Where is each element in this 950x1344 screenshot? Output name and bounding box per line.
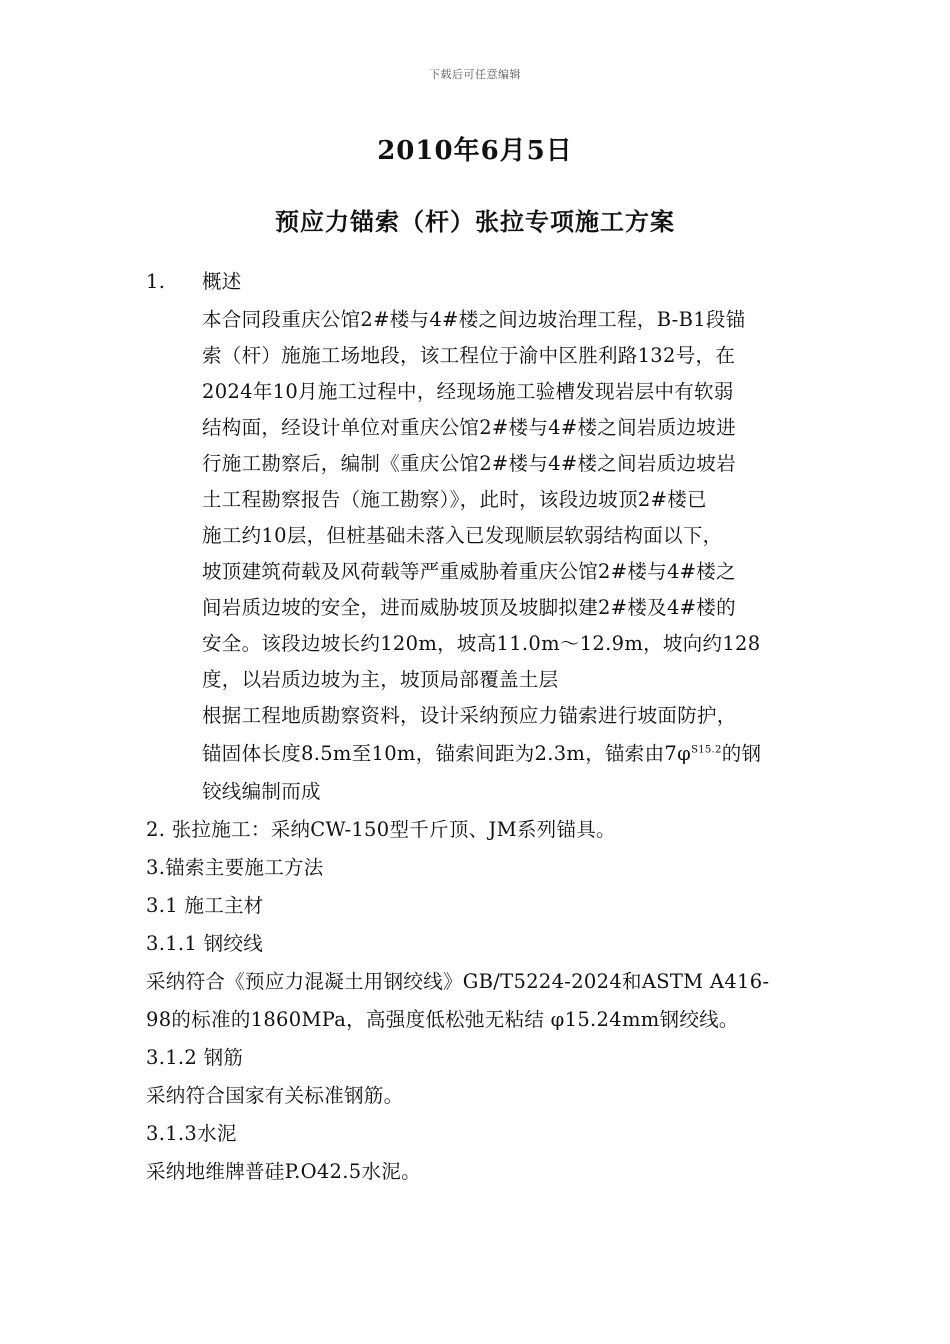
paragraph-line: 索（杆）施施工场地段，该工程位于渝中区胜利路132号，在	[202, 344, 736, 367]
paragraph-line: 结构面，经设计单位对重庆公馆2#楼与4#楼之间岩质边坡进	[202, 416, 736, 439]
text-segment: 的钢	[721, 742, 762, 765]
subsection-heading: 3.1 施工主材	[146, 894, 264, 917]
paragraph-line: 施工约10层，但桩基础未落入已发现顺层软弱结构面以下，	[202, 524, 723, 547]
paragraph-line: 土工程勘察报告（施工勘察）》，此时，该段边坡顶2#楼已	[202, 488, 707, 511]
document-date: 2010年6月5日	[377, 136, 573, 166]
paragraph-line: 本合同段重庆公馆2#楼与4#楼之间边坡治理工程，B-B1段锚	[202, 308, 746, 331]
paragraph-line: 根据工程地质勘察资料，设计采纳预应力锚索进行坡面防护，	[202, 704, 737, 727]
subsection-heading: 3.1.3水泥	[146, 1122, 237, 1145]
document-title: 预应力锚索（杆）张拉专项施工方案	[275, 207, 675, 236]
paragraph-line: 采纳地维牌普硅P.O42.5水泥。	[146, 1160, 421, 1183]
text-segment: 锚固体长度8.5m至10m，锚索间距为2.3m，锚索由7φ	[202, 742, 692, 765]
watermark-header: 下载后可任意编辑	[429, 68, 521, 81]
subsection-heading: 3.1.2 钢筋	[146, 1046, 244, 1069]
paragraph-line: 坡顶建筑荷载及风荷载等严重威胁着重庆公馆2#楼与4#楼之	[202, 560, 736, 583]
paragraph-line: 铰线编制而成	[202, 780, 321, 803]
paragraph-line: 98的标准的1860MPa，高强度低松弛无粘结 φ15.24mm钢绞线。	[146, 1008, 739, 1031]
subsection-heading: 3.1.1 钢绞线	[146, 932, 264, 955]
paragraph-line: 行施工勘察后，编制《重庆公馆2#楼与4#楼之间岩质边坡岩	[202, 452, 736, 475]
paragraph-line: 采纳符合《预应力混凝土用钢绞线》GB/T5224-2024和ASTM A416-	[146, 970, 770, 993]
paragraph-line: 度，以岩质边坡为主，坡顶局部覆盖土层	[202, 668, 559, 691]
paragraph-line: 安全。该段边坡长约120m，坡高11.0m～12.9m，坡向约128	[202, 632, 761, 655]
section-heading: 3.锚索主要施工方法	[146, 856, 324, 879]
superscript: S15.2	[691, 744, 722, 756]
paragraph-line: 采纳符合国家有关标准钢筋。	[146, 1084, 404, 1107]
paragraph-line	[202, 744, 761, 764]
paragraph-line: 间岩质边坡的安全，进而威胁坡顶及坡脚拟建2#楼及4#楼的	[202, 596, 736, 619]
section-heading: 概述	[202, 270, 242, 293]
paragraph-line: 2024年10月施工过程中，经现场施工验槽发现岩层中有软弱	[202, 380, 734, 403]
section-number: 1.	[146, 270, 166, 293]
section-2-line: 2. 张拉施工：采纳CW-150型千斤顶、JM系列锚具。	[146, 818, 616, 841]
